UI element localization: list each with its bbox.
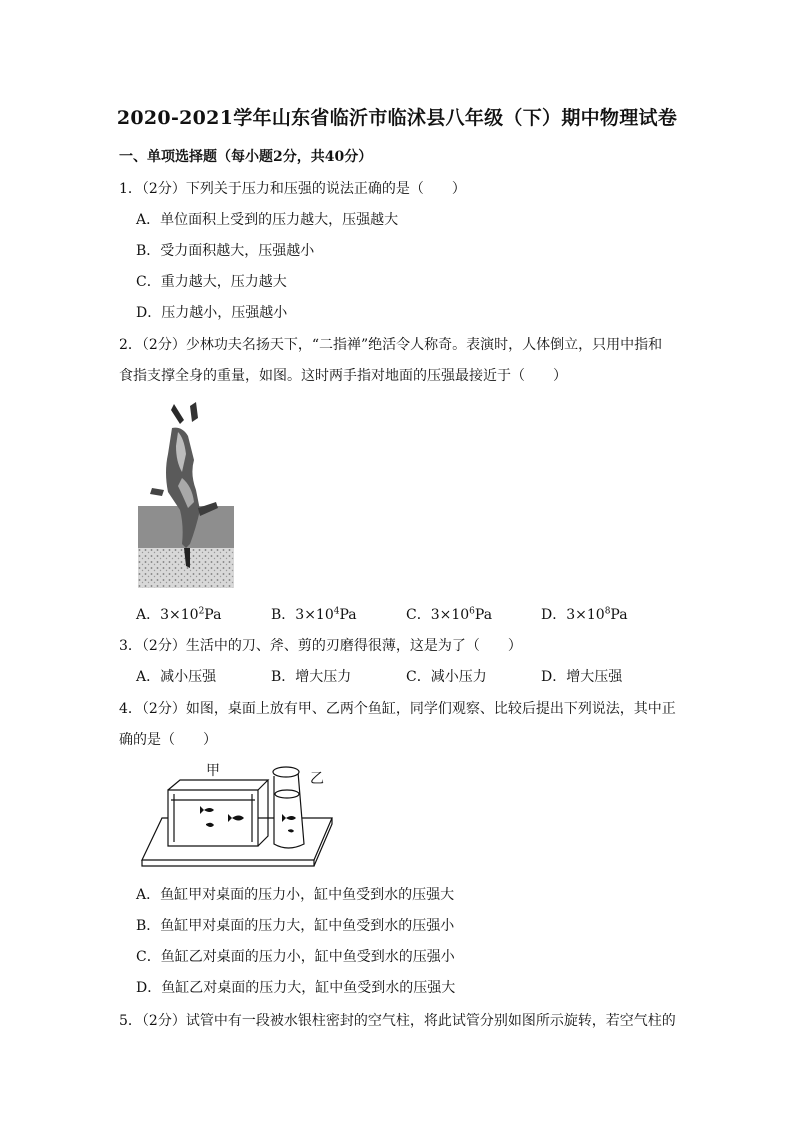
question-1-option-b: B．受力面积越大，压强越小 [136,243,315,259]
question-2-stem-line-2: 食指支撑全身的重量，如图。这时两手指对地面的压强最接近于（ ） [119,368,567,384]
question-2-option-c: C．$3\times 10^6Pa$ [406,606,493,623]
question-3-option-d: D．增大压强 [541,669,623,685]
question-4-option-b: B．鱼缸甲对桌面的压力大，缸中鱼受到水的压强小 [136,918,455,934]
tank-yi-label: 乙 [310,771,324,787]
question-4-option-c: C．鱼缸乙对桌面的压力小，缸中鱼受到水的压强小 [136,949,455,965]
question-4-option-a: A．鱼缸甲对桌面的压力小，缸中鱼受到水的压强大 [136,887,455,903]
tank-jia-label: 甲 [206,763,220,779]
question-3-option-b: B．增大压力 [271,669,352,685]
question-1-stem: 1．（2分）下列关于压力和压强的说法正确的是（ ） [119,181,466,197]
question-2-option-b: B．$3\times 10^4Pa$ [271,606,357,623]
question-3-stem: 3．（2分）生活中的刀、斧、剪的刃磨得很薄，这是为了（ ） [119,638,522,654]
question-4-stem-line-2: 确的是（ ） [119,732,217,748]
section-heading: 一、单项选择题（每小题2分，共40分） [119,149,373,165]
question-1-option-d: D．压力越小，压强越小 [136,305,288,321]
question-5-stem: 5．（2分）试管中有一段被水银柱密封的空气柱，将此试管分别如图所示旋转，若空气柱的 [119,1013,676,1029]
question-4-option-d: D．鱼缸乙对桌面的压力大，缸中鱼受到水的压强大 [136,980,456,996]
question-3-option-a: A．减小压强 [136,669,217,685]
question-4-stem-line-1: 4．（2分）如图，桌面上放有甲、乙两个鱼缸，同学们观察、比较后提出下列说法，其中正 [119,701,676,717]
question-1-option-c: C．重力越大，压力越大 [136,274,287,290]
question-1-option-a: A．单位面积上受到的压力越大，压强越大 [136,212,399,228]
two-finger-handstand-photo [138,398,234,588]
question-2-stem-line-1: 2．（2分）少林功夫名扬天下，“二指禅”绝活令人称奇。表演时，人体倒立，只用中指和 [119,337,663,353]
question-2-option-a: A．$3\times 10^2Pa$ [136,606,222,623]
question-3-option-c: C．减小压力 [406,669,487,685]
page-title: 2020-2021学年山东省临沂市临沭县八年级（下）期中物理试卷 [116,107,678,129]
fish-tank-diagram [138,760,338,868]
question-2-option-d: D．$3\times 10^8Pa$ [541,606,628,623]
